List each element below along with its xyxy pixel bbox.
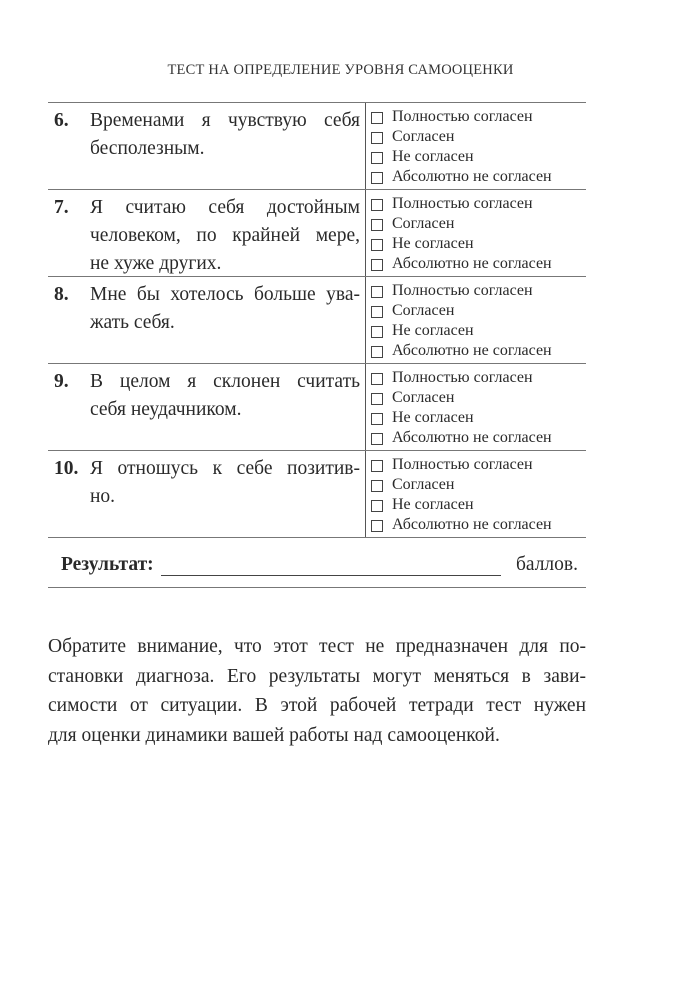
question-row: [48, 277, 586, 364]
answer-options: [371, 194, 552, 274]
option-label: Не согласен: [392, 148, 474, 165]
answer-option[interactable]: [371, 321, 552, 341]
question-text: [54, 194, 360, 278]
column-divider: [365, 277, 366, 363]
checkbox-icon[interactable]: [371, 373, 383, 385]
option-label: Полностью согласен: [392, 108, 533, 125]
checkbox-icon[interactable]: [371, 433, 383, 445]
answer-option[interactable]: [371, 127, 552, 147]
question-line: бесполезным.: [90, 138, 205, 159]
question-row: [48, 190, 586, 277]
option-label: Не согласен: [392, 322, 474, 339]
answer-options: [371, 455, 552, 535]
note-paragraph: [48, 632, 586, 750]
option-label: Согласен: [392, 476, 455, 493]
answer-option[interactable]: [371, 368, 552, 388]
result-label: Результат:: [61, 554, 154, 575]
answer-option[interactable]: [371, 254, 552, 274]
option-label: Согласен: [392, 215, 455, 232]
checkbox-icon[interactable]: [371, 219, 383, 231]
question-text: [54, 281, 360, 337]
option-label: Не согласен: [392, 496, 474, 513]
answer-option[interactable]: [371, 167, 552, 187]
answer-option[interactable]: [371, 301, 552, 321]
answer-option[interactable]: [371, 214, 552, 234]
question-row: [48, 451, 586, 538]
answer-option[interactable]: [371, 341, 552, 361]
option-label: Абсолютно не согласен: [392, 168, 552, 185]
question-line: жать себя.: [90, 312, 175, 333]
checkbox-icon[interactable]: [371, 286, 383, 298]
answer-options: [371, 368, 552, 448]
option-label: Полностью согласен: [392, 195, 533, 212]
result-blank-field[interactable]: [161, 575, 501, 576]
option-label: Согласен: [392, 389, 455, 406]
note-line: Обратите внимание, что этот тест не предназначен для по-: [48, 636, 586, 657]
question-text: [54, 107, 360, 163]
checkbox-icon[interactable]: [371, 520, 383, 532]
question-number: 9.: [54, 371, 69, 392]
answer-option[interactable]: [371, 475, 552, 495]
checkbox-icon[interactable]: [371, 480, 383, 492]
answer-option[interactable]: [371, 408, 552, 428]
answer-option[interactable]: [371, 495, 552, 515]
question-row: [48, 103, 586, 190]
note-line: становки диагноза. Его результаты могут меняться в зави-: [48, 665, 586, 687]
page-header: ТЕСТ НА ОПРЕДЕЛЕНИЕ УРОВНЯ САМООЦЕНКИ: [167, 62, 514, 78]
answer-option[interactable]: [371, 234, 552, 254]
result-unit: баллов.: [515, 554, 578, 575]
option-label: Полностью согласен: [392, 456, 533, 473]
answer-option[interactable]: [371, 107, 552, 127]
column-divider: [365, 451, 366, 537]
option-label: Полностью согласен: [392, 369, 533, 386]
question-number: 6.: [54, 110, 69, 131]
questionnaire-table: [48, 102, 586, 538]
option-label: Абсолютно не согласен: [392, 255, 552, 272]
checkbox-icon[interactable]: [371, 346, 383, 358]
note-line: для оценки динамики вашей работы над самооценкой.: [48, 724, 500, 746]
answer-options: [371, 107, 552, 187]
question-text: [54, 368, 360, 424]
option-label: Не согласен: [392, 235, 474, 252]
column-divider: [365, 190, 366, 276]
checkbox-icon[interactable]: [371, 306, 383, 318]
question-number: 10.: [54, 458, 79, 479]
note-line: симости от ситуации. В этой рабочей тетради тест нужен: [48, 695, 586, 716]
answer-option[interactable]: [371, 147, 552, 167]
option-label: Согласен: [392, 128, 455, 145]
option-label: Абсолютно не согласен: [392, 516, 552, 533]
checkbox-icon[interactable]: [371, 199, 383, 211]
question-number: 8.: [54, 284, 69, 305]
checkbox-icon[interactable]: [371, 152, 383, 164]
answer-options: [371, 281, 552, 361]
checkbox-icon[interactable]: [371, 393, 383, 405]
question-line: но.: [90, 486, 116, 507]
answer-option[interactable]: [371, 388, 552, 408]
question-line: не хуже других.: [90, 253, 222, 274]
question-line: человеком, по крайней мере,: [90, 225, 360, 246]
question-line: Я отношусь к себе позитив-: [90, 458, 360, 479]
question-line: В целом я склонен считать: [90, 371, 360, 392]
question-text: [54, 455, 360, 511]
checkbox-icon[interactable]: [371, 172, 383, 184]
question-line: Мне бы хотелось больше ува-: [90, 284, 360, 305]
option-label: Абсолютно не согласен: [392, 429, 552, 446]
result-row: [48, 541, 586, 588]
checkbox-icon[interactable]: [371, 326, 383, 338]
answer-option[interactable]: [371, 428, 552, 448]
checkbox-icon[interactable]: [371, 132, 383, 144]
checkbox-icon[interactable]: [371, 500, 383, 512]
checkbox-icon[interactable]: [371, 239, 383, 251]
answer-option[interactable]: [371, 515, 552, 535]
option-label: Не согласен: [392, 409, 474, 426]
option-label: Абсолютно не согласен: [392, 342, 552, 359]
answer-option[interactable]: [371, 281, 552, 301]
question-line: Я считаю себя достойным: [90, 197, 360, 218]
checkbox-icon[interactable]: [371, 413, 383, 425]
question-row: [48, 364, 586, 451]
checkbox-icon[interactable]: [371, 259, 383, 271]
option-label: Согласен: [392, 302, 455, 319]
checkbox-icon[interactable]: [371, 112, 383, 124]
column-divider: [365, 103, 366, 189]
question-line: себя неудачником.: [90, 399, 242, 420]
option-label: Полностью согласен: [392, 282, 533, 299]
answer-option[interactable]: [371, 455, 552, 475]
answer-option[interactable]: [371, 194, 552, 214]
question-number: 7.: [54, 197, 69, 218]
column-divider: [365, 364, 366, 450]
question-line: Временами я чувствую себя: [90, 110, 360, 131]
checkbox-icon[interactable]: [371, 460, 383, 472]
